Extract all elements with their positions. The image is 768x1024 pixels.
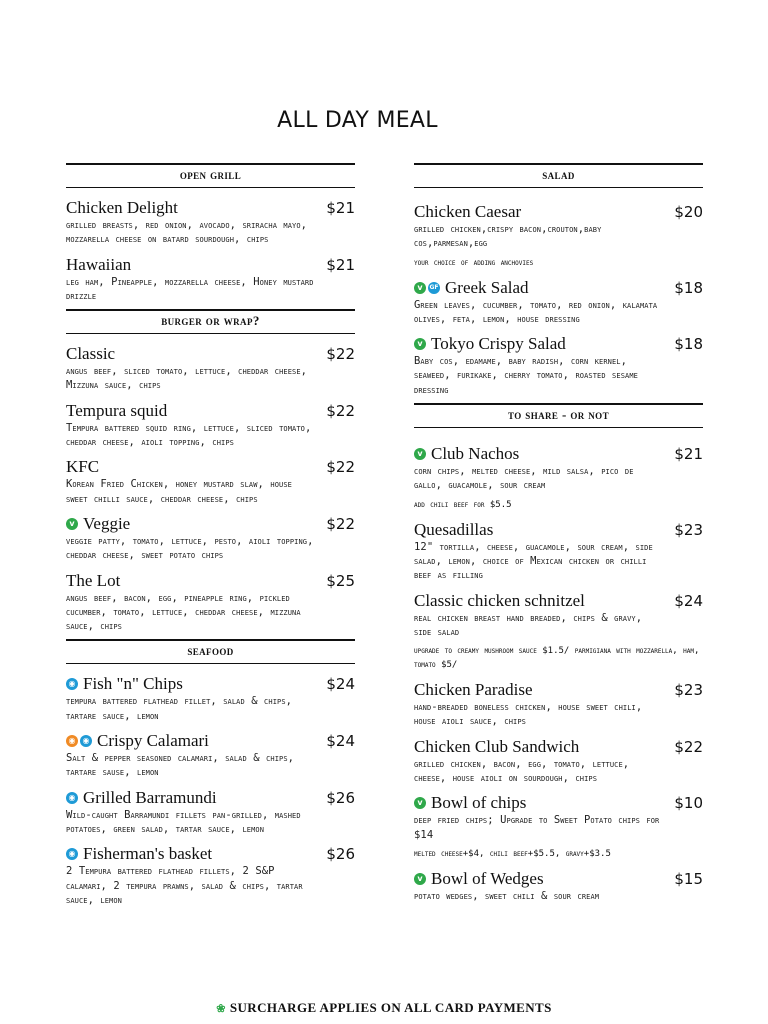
shellfish-icon: ◉ — [66, 735, 78, 747]
menu-item — [66, 457, 355, 506]
item-name-row — [414, 444, 703, 464]
menu-item — [414, 520, 703, 583]
item-name-row — [414, 680, 703, 700]
item-name: Club Nachos — [431, 444, 520, 464]
item-note: your choice of adding anchovies — [414, 257, 534, 268]
item-note: melted cheese+$4, chili beef+$5.5, gravy+$3.5 — [414, 848, 611, 859]
menu-item — [66, 401, 355, 450]
item-name: Chicken Delight — [66, 198, 178, 217]
item-price: $22 — [326, 514, 355, 533]
fish-icon: ◉ — [66, 792, 78, 804]
item-price: $23 — [674, 520, 703, 539]
item-price: $21 — [326, 255, 355, 274]
item-name: Tempura squid — [66, 400, 168, 420]
menu-item — [414, 278, 703, 327]
item-name: Crispy Calamari — [97, 731, 209, 751]
section-heading: seafood — [66, 639, 355, 664]
item-name: Fisherman's basket — [83, 844, 213, 864]
menu-item — [414, 444, 703, 512]
item-price: $15 — [674, 869, 703, 888]
item-name: KFC — [66, 457, 100, 477]
item-name-row — [414, 278, 703, 298]
item-name: Classic chicken schnitzel — [414, 590, 585, 610]
item-description: hand-breaded boneless chicken, house sweet chili, house aioli sauce, chips — [414, 701, 643, 728]
item-name-row — [66, 788, 355, 808]
item-price: $23 — [674, 681, 703, 700]
item-name: Quesadillas — [414, 519, 494, 539]
fish-icon: ◉ — [80, 735, 92, 747]
item-name: Tokyo Crispy Salad — [431, 334, 566, 354]
item-name-row — [66, 255, 355, 275]
menu-item — [66, 198, 355, 247]
item-price: $22 — [326, 458, 355, 477]
item-price: $24 — [326, 675, 355, 694]
item-description: grilled chicken,crispy bacon,crouton,baby cos,parmesan,egg — [414, 223, 602, 250]
item-name-row — [414, 793, 703, 813]
item-price: $26 — [326, 788, 355, 807]
item-name: Grilled Barramundi — [83, 787, 217, 807]
menu-item — [66, 514, 355, 563]
item-description: corn chips, melted cheese, mild salsa, pico de gallo, guacamole, sour cream — [414, 465, 634, 492]
left-column — [66, 163, 355, 907]
footer-text: SURCHARGE APPLIES ON ALL CARD PAYMENTS — [229, 1000, 552, 1015]
item-name: Chicken Club Sandwich — [414, 736, 580, 756]
item-description: Green leaves, cucumber, tomato, red onion, kalamata olives, feta, lemon, house dressing — [414, 298, 658, 325]
item-price: $21 — [326, 199, 355, 217]
menu-item — [414, 737, 703, 786]
menu-section — [414, 163, 703, 397]
item-name-row — [414, 869, 703, 889]
item-name: Veggie — [83, 513, 131, 533]
item-name-row — [414, 591, 703, 611]
item-description: deep fried chips; Upgrade to Sweet Potato chips for $14 — [414, 814, 660, 841]
item-description: angus beef, bacon, egg, pineapple ring, pickled cucumber, tomato, lettuce, cheddar cheese, mizzuna sauce, chips — [66, 591, 301, 633]
fish-icon: ◉ — [66, 678, 78, 690]
item-price: $26 — [326, 845, 355, 864]
item-note: upgrade to creamy mushroom sauce $1.5/ parmigiana with mozzarella, ham, tomato $5/ — [414, 646, 700, 671]
item-description: 12" tortilla, cheese, guacamole, sour cream, side salad, lemon, choice of Mexican chicken or chilli beef as filling — [414, 540, 653, 582]
menu-item — [66, 674, 355, 723]
fish-icon: ◉ — [66, 848, 78, 860]
item-description: Tempura battered squid ring, lettuce, sliced tomato, cheddar cheese, aioli topping, chips — [66, 421, 312, 449]
item-name-row — [66, 401, 355, 421]
item-name-row — [66, 844, 355, 864]
item-price: $18 — [674, 335, 703, 354]
item-description: grilled breasts, red onion, avocado, sriracha mayo, mozzarella cheese on batard sourdough, chips — [66, 219, 308, 246]
menu-section — [66, 639, 355, 907]
item-description: grilled chicken, bacon, egg, tomato, lettuce, cheese, house aioli on sourdough, chips — [414, 757, 630, 785]
vegetarian-icon: v — [414, 873, 426, 885]
menu-section — [66, 163, 355, 303]
item-price: $22 — [326, 401, 355, 420]
item-description: 2 Tempura battered flathead fillets, 2 S&P calamari, 2 tempura prawns, salad & chips, tartar sauce, lemon — [66, 865, 303, 906]
item-price: $18 — [674, 278, 703, 297]
right-column — [414, 163, 703, 903]
menu-item — [414, 869, 703, 903]
item-name: Chicken Paradise — [414, 680, 533, 700]
section-heading: open grill — [66, 163, 355, 188]
item-description: Korean Fried Chicken, honey mustard slaw, house sweet chilli sauce, cheddar cheese, chips — [66, 478, 292, 505]
item-description: potato wedges, sweet chili & sour cream — [414, 889, 600, 902]
item-name-row — [414, 202, 703, 222]
item-name: Bowl of Wedges — [431, 868, 544, 888]
item-description: Baby cos, edamame, baby radish, corn kernel, seaweed, furikake, cherry tomato, roasted sesame dressing — [414, 355, 638, 396]
item-name-row — [66, 514, 355, 534]
item-price: $10 — [674, 794, 703, 813]
menu-item — [66, 788, 355, 837]
item-name-row — [66, 674, 355, 694]
item-description: tempura battered flathead fillet, salad & chips, tartare sauce, lemon — [66, 695, 293, 722]
menu-item — [414, 591, 703, 673]
item-price: $22 — [326, 345, 355, 364]
item-description: leg ham, Pineapple, mozzarella cheese, Honey mustard drizzle — [66, 275, 314, 302]
menu-section — [414, 403, 703, 903]
item-name-row — [66, 457, 355, 477]
item-name: Chicken Caesar — [414, 202, 522, 221]
vegetarian-icon: v — [414, 338, 426, 350]
item-description: veggie patty, tomato, lettuce, pesto, aioli topping, cheddar cheese, sweet potato chips — [66, 534, 314, 562]
item-name: Bowl of chips — [431, 793, 527, 813]
menu-item — [414, 793, 703, 861]
item-price: $21 — [674, 445, 703, 464]
item-description: real chicken breast hand breaded, chips & gravy, side salad — [414, 611, 643, 638]
menu-item — [414, 334, 703, 397]
section-heading: burger or wrap? — [66, 309, 355, 334]
item-name-row — [414, 520, 703, 540]
item-name-row — [66, 571, 355, 591]
menu-item — [414, 202, 703, 270]
item-name: Greek Salad — [445, 277, 529, 297]
item-price: $24 — [674, 591, 703, 610]
page-title: ALL DAY MEAL — [277, 108, 438, 133]
item-name-row — [66, 198, 355, 218]
item-description: Salt & pepper seasoned calamari, salad & chips, tartare sause, lemon — [66, 752, 295, 779]
item-price: $20 — [674, 203, 703, 221]
menu-item — [66, 255, 355, 304]
item-name: Hawaiian — [66, 254, 132, 274]
menu-section — [66, 309, 355, 633]
menu-item — [66, 844, 355, 907]
leaf-icon: ❀ — [216, 1003, 226, 1015]
vegetarian-icon: v — [414, 448, 426, 460]
section-heading: salad — [414, 163, 703, 188]
item-name: The Lot — [66, 570, 121, 590]
menu-item — [414, 680, 703, 729]
vegetarian-icon: v — [66, 518, 78, 530]
item-price: $24 — [326, 732, 355, 751]
item-name-row — [66, 731, 355, 751]
menu-item — [66, 344, 355, 393]
item-note: add chili beef for $5.5 — [414, 499, 512, 510]
menu-item — [66, 571, 355, 634]
item-description: Wild-caught Barramundi fillets pan-grilled, mashed potatoes, green salad, tartar sauce, lemon — [66, 808, 301, 835]
item-description: angus beef, sliced tomato, lettuce, cheddar cheese, Mizzuna sauce, chips — [66, 365, 308, 392]
menu-item — [66, 731, 355, 780]
item-name: Classic — [66, 344, 116, 364]
item-price: $25 — [326, 571, 355, 590]
item-name-row — [66, 344, 355, 364]
item-name-row — [414, 737, 703, 757]
vegetarian-icon: v — [414, 797, 426, 809]
gluten-free-icon: GF — [428, 282, 440, 294]
footer-notice — [0, 1000, 768, 1016]
section-heading: to share - or not — [414, 403, 703, 428]
item-name: Fish "n" Chips — [83, 674, 183, 694]
item-price: $22 — [674, 737, 703, 756]
item-name-row — [414, 334, 703, 354]
vegetarian-icon: v — [414, 282, 426, 294]
